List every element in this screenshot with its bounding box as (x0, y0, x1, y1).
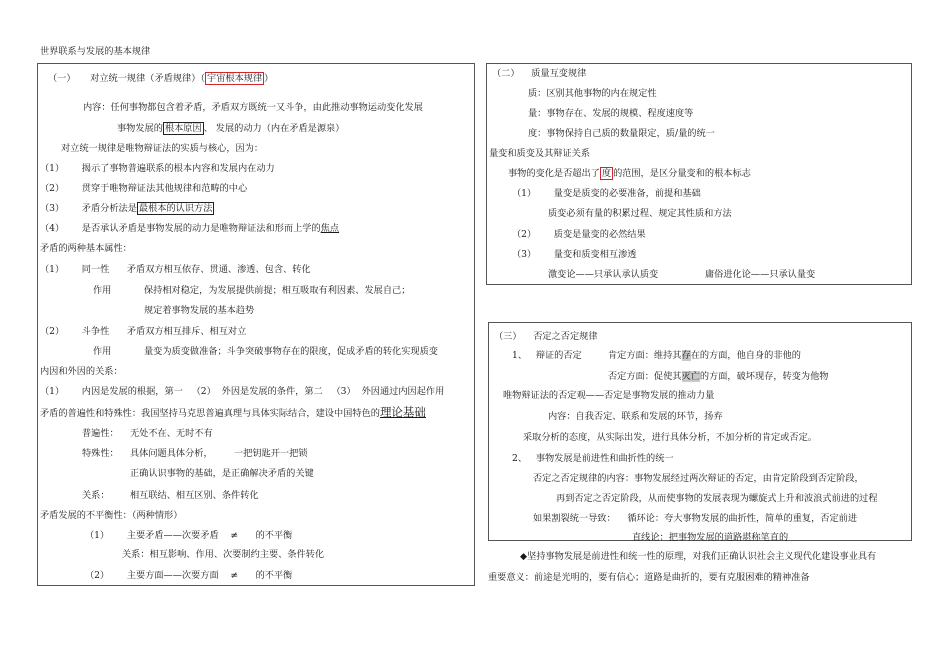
boxed-degree: 度 (601, 168, 612, 179)
quantity-def: 量：事物存在、发展的规模、程度速度等 (528, 108, 694, 119)
universality-text: 无处不在、无时不有 (130, 428, 213, 439)
attr-num: （2） (40, 326, 65, 337)
struggle-row (40, 326, 246, 338)
imbalance-tail: 的不平衡 (255, 530, 293, 541)
boxed-root-cause: 根本原因 (164, 123, 202, 134)
reason-num: （4） (40, 223, 65, 234)
heading-text: 对立统一规律（矛盾规律）（ (90, 73, 206, 84)
reason-1 (40, 163, 275, 175)
reason-num: （3） (40, 203, 65, 214)
rel-item-2 (512, 229, 646, 241)
shaded-chars: 灭亡 (681, 371, 700, 382)
section-one-heading (48, 73, 273, 85)
item-num: （2） (512, 229, 537, 240)
content-text-a: 事物发展的 (117, 123, 163, 134)
item-num: （1） (512, 188, 537, 199)
struggle-role-label: 作用 (93, 346, 112, 357)
relation-text-a: 事物的变化是否超出了 (508, 168, 600, 179)
identity-role-text-2: 规定着事物发展的基本趋势 (144, 305, 255, 316)
internal-external-title: 内因和外因的关系： (40, 366, 123, 377)
item-num: （3） (331, 386, 356, 397)
attr-text: 矛盾双方相互排斥、相互对立 (126, 326, 247, 337)
reason-text: 贯穿于唯物辩证法其他规律和范畴的中心 (81, 183, 248, 194)
attr-label: 同一性 (81, 264, 110, 275)
reason-num: （1） (40, 163, 65, 174)
identity-role-label: 作用 (93, 285, 112, 296)
negation-view-content: 内容：自我否定、联系和发展的环节，扬弃 (548, 411, 723, 422)
underlined-focus: 焦点 (320, 223, 340, 234)
item-text: 事物发展是前进性和曲折性的统一 (535, 453, 674, 464)
identity-row (40, 264, 311, 276)
attr-text: 矛盾双方相互依存、贯通、渗透、包含、转化 (126, 264, 311, 275)
imbalance-text: 主要方面——次要方面 (126, 570, 219, 581)
identity-role-text-1: 保持相对稳定，为发展提供前提；相互吸取有利因素、发展自己； (144, 285, 411, 296)
rel-item-1 (512, 188, 701, 200)
heading-text: 否定之否定规律 (533, 331, 598, 342)
imbalance-2 (85, 570, 292, 582)
not-equal: ≠ (230, 570, 239, 581)
rel-item-3-sub-a: 激变论——只承认承认质变 (548, 269, 659, 280)
footer-line-2: 重要意义：前途是光明的，要有信心；道路是曲折的，要有克服困难的精神准备 (488, 572, 810, 583)
rel-item-3-sub-b: 庸俗进化论——只承认量变 (705, 269, 816, 280)
relation-line (508, 168, 751, 180)
linear-theory: 直线论：把事物发展的道路堪称笔直的 (632, 532, 789, 543)
external-via-internal: 外因通过内因起作用 (361, 386, 445, 397)
relation-text-b: 的范围，是区分量变和的根本标志 (613, 168, 751, 179)
item-num: （2） (85, 570, 110, 581)
shaded-char: 存 (681, 350, 691, 361)
item-text: 量变是质变的必要准备，前提和基础 (553, 188, 701, 199)
item-num: （1） (85, 530, 110, 541)
negative-text-a: 否定方面：促使其 (608, 371, 682, 382)
rel-item-1-sub: 质变必须有量的积累过程、规定其性质和方法 (548, 208, 732, 219)
negative-text-b: 的方面，破坏现存，转变为他物 (699, 371, 829, 382)
content-line-2 (117, 123, 344, 135)
page-title: 世界联系与发展的基本规律 (40, 46, 151, 57)
underlined-theory-basis: 理论基础 (379, 405, 426, 419)
item-num: （2） (191, 386, 216, 397)
negation-content-1: 否定之否定规律的内容：事物发展经过两次辩证的否定，由肯定阶段到否定阶段， (533, 473, 864, 484)
imbalance-1 (85, 530, 292, 542)
reason-text: 是否承认矛盾是事物发展的动力是唯物辩证法和形而上学的 (81, 223, 321, 234)
reason-num: （2） (40, 183, 65, 194)
particularity-text-3: 正确认识事物的基础，是正确解决矛盾的关键 (130, 468, 314, 479)
attr-num: （1） (40, 264, 65, 275)
section-three-heading (494, 331, 598, 343)
particularity-label: 特殊性： (82, 448, 119, 459)
heading-number: （一） (48, 73, 76, 84)
separation-label: 如果割裂统一导致： (533, 513, 616, 524)
imbalance-tail: 的不平衡 (255, 570, 293, 581)
internal-cause: 内因是发展的根据，第一 (81, 386, 183, 397)
imbalance-1-relation: 关系：相互影响、作用、次要制约主要、条件转化 (122, 549, 325, 560)
item-text: 量变和质变相互渗透 (553, 249, 637, 260)
heading-text: 质量互变规律 (531, 68, 587, 79)
negation-view: 唯物辩证法的否定观——否定是事物发展的推动力量 (503, 390, 715, 401)
reason-2 (40, 183, 247, 195)
item-text: 质变是量变的必然结果 (553, 229, 646, 240)
positive-text-b: 在的方面，他自身的非他的 (690, 350, 801, 361)
law-unity-of-opposites-box (37, 63, 475, 586)
separation-result (533, 513, 857, 525)
imbalance-text: 主要矛盾——次要矛盾 (126, 530, 219, 541)
reason-text: 矛盾分析法是 (81, 203, 137, 214)
negative-aspect (608, 371, 829, 383)
cycle-theory: 循环论：夸大事物发展的曲折性，简单的重复，否定前进 (627, 513, 858, 524)
internal-external-line (40, 386, 444, 398)
universality-label: 普遍性： (82, 428, 119, 439)
core-intro: 对立统一规律是唯物辩证法的实质与核心，因为： (61, 143, 264, 154)
item-num: （1） (40, 386, 65, 397)
item-text: 辩证的否定 (535, 350, 582, 361)
degree-def: 度：事物保持自己质的数量限定，质/量的统一 (528, 128, 715, 139)
content-line-1: 内容：任何事物都包含着矛盾，矛盾双方既统一又斗争，由此推动事物运动变化发展 (83, 102, 423, 113)
univ-part-text: 矛盾的普遍性和特殊性：我国坚持马克思普遍真理与具体实际结合，建设中国特色的 (40, 408, 380, 419)
item-num: （3） (512, 249, 537, 260)
content-text-b: 、 发展的动力（内在矛盾是源泉） (203, 123, 345, 134)
negation-item-1 (512, 350, 582, 362)
highlight-universal-law: 宇宙根本规律 (207, 73, 263, 84)
attributes-title: 矛盾的两种基本属性： (40, 243, 132, 254)
attr-label: 斗争性 (81, 326, 110, 337)
particularity-text-1: 具体问题具体分析， (130, 448, 213, 459)
reason-4 (40, 223, 339, 235)
relation-text: 相互联结、相互区别、条件转化 (130, 490, 259, 501)
universality-particularity (40, 406, 426, 420)
positive-text-a: 肯定方面：维持其 (608, 350, 682, 361)
heading-number: （二） (492, 68, 520, 79)
analytic-attitude: 采取分析的态度，从实际出发，进行具体分析，不加分析的肯定或否定。 (523, 432, 817, 443)
item-num: 1、 (512, 350, 528, 361)
reason-text: 揭示了事物普遍联系的根本内容和发展内在动力 (81, 163, 275, 174)
relation-label: 关系： (82, 490, 110, 501)
footer-line-1: ◆坚持事物发展是前进性和统一性的原理，对我们正确认识社会主义现代化建设事业具有 (520, 551, 877, 562)
not-equal: ≠ (230, 530, 239, 541)
section-two-heading (492, 68, 586, 80)
boxed-method: 最根本的认识方法 (138, 203, 213, 214)
relation-title: 量变和质变及其辩证关系 (489, 148, 591, 159)
heading-close: ） (264, 73, 274, 84)
heading-number: （三） (494, 331, 522, 342)
positive-aspect (608, 350, 801, 362)
negation-item-2 (512, 453, 674, 465)
struggle-role-text: 量变为质变做准备；斗争突破事物存在的限度，促成矛盾的转化实现质变 (144, 346, 438, 357)
reason-3 (40, 203, 214, 215)
item-num: 2、 (512, 453, 528, 464)
particularity-text-2: 一把钥匙开一把锁 (234, 448, 308, 459)
rel-item-3 (512, 249, 636, 261)
external-cause: 外因是发展的条件，第二 (221, 386, 323, 397)
negation-content-2: 再到否定之否定阶段，从而使事物的发展表现为螺旋式上升和波浪式前进的过程 (556, 493, 878, 504)
imbalance-title: 矛盾发展的不平衡性：（两种情形） (40, 510, 183, 521)
quality-def: 质：区别其他事物的内在规定性 (528, 88, 657, 99)
